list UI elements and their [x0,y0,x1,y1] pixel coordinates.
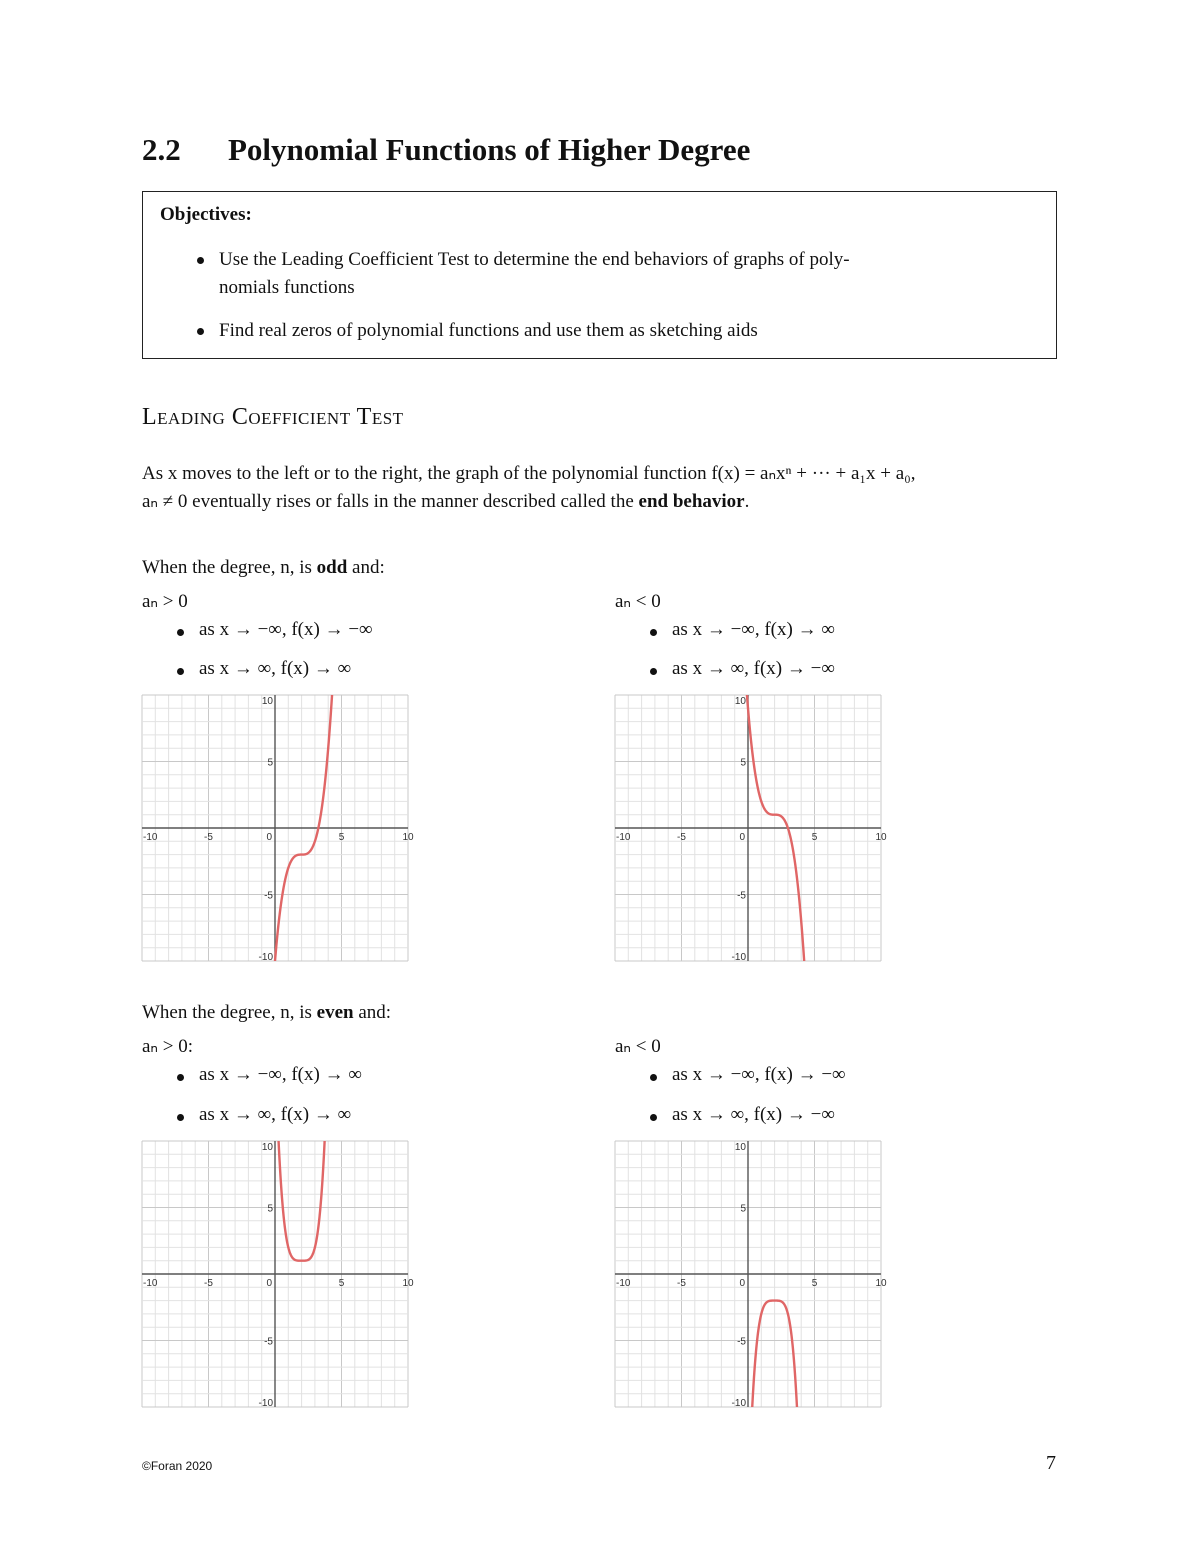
graph-odd-negative [615,695,887,963]
odd-lead-text: When the degree, n, is [142,557,317,578]
lct-intro [142,460,916,516]
section-heading: Polynomial Functions of Higher Degree [228,132,751,167]
x-tick-label: 5 [811,1278,818,1289]
odd-lead-end: and: [347,557,385,578]
section-title [142,132,750,168]
lct-title: Leading Coefficient Test [142,404,404,430]
y-tick-label: -5 [264,890,273,902]
footer-copyright: ©Foran 2020 [142,1459,213,1473]
lct-intro-line2: aₙ ≠ 0 eventually rises or falls in the manner described called the [142,491,639,512]
objective-item-1 [219,246,1059,302]
x-tick-label: 10 [402,1278,414,1289]
x-tick-label: 10 [402,832,414,843]
even-right-rule-2: as x → ∞, f(x) → −∞ [672,1104,835,1125]
x-tick-label: -5 [204,1278,213,1289]
graph-even-negative [615,1141,887,1409]
odd-left-condition: aₙ > 0 [142,591,188,612]
y-tick-label: 5 [267,757,273,769]
y-tick-label: -5 [264,1336,273,1348]
lct-intro-line1: As x moves to the left or to the right, the graph of the polynomial function f(x) = aₙxⁿ + ··· + a₁x + a₀, [142,463,916,484]
bullet-icon [177,629,184,636]
even-lead-end: and: [353,1002,392,1023]
y-tick-label: -10 [258,1398,273,1409]
x-tick-label: -5 [204,832,213,843]
y-tick-label: 5 [740,757,746,769]
y-tick-label: 5 [267,1203,273,1215]
bullet-icon [197,328,204,335]
x-tick-label: 10 [875,832,887,843]
odd-right-condition: aₙ < 0 [615,591,661,612]
bullet-icon [650,1074,657,1081]
y-tick-label: 10 [261,1142,273,1153]
objective-item-2: Find real zeros of polynomial functions and use them as sketching aids [219,320,758,341]
bullet-icon [177,1114,184,1121]
bullet-icon [650,668,657,675]
even-right-rule-1: as x → −∞, f(x) → −∞ [672,1064,846,1085]
y-tick-label: -5 [737,1336,746,1348]
bullet-icon [650,629,657,636]
y-tick-label: -5 [737,890,746,902]
y-tick-label: 10 [734,696,746,707]
x-tick-label: 5 [338,832,345,843]
objective-item-1-line1: Use the Leading Coefficient Test to determine the end behaviors of graphs of poly- [219,249,850,270]
bullet-icon [197,257,204,264]
even-term: even [316,1002,354,1023]
x-tick-label: 0 [739,1278,745,1289]
x-tick-label: 0 [266,1278,272,1289]
y-tick-label: -10 [731,952,746,963]
graph-even-positive [142,1141,414,1409]
even-left-condition: aₙ > 0: [142,1036,193,1057]
y-tick-label: 5 [740,1203,746,1215]
lct-intro-line2-end: . [744,491,750,512]
end-behavior-term: end behavior [638,491,745,512]
x-tick-label: -10 [143,832,158,843]
graph-odd-positive [142,695,414,963]
y-tick-label: 10 [261,696,273,707]
odd-right-rule-2: as x → ∞, f(x) → −∞ [672,658,835,679]
bullet-icon [177,668,184,675]
x-tick-label: -5 [677,832,686,843]
even-lead-text: When the degree, n, is [142,1002,317,1023]
bullet-icon [650,1114,657,1121]
x-tick-label: -10 [616,1278,631,1289]
objective-item-1-line2: nomials functions [219,277,355,298]
x-tick-label: -10 [143,1278,158,1289]
section-number: 2.2 [142,132,181,167]
y-tick-label: -10 [258,952,273,963]
odd-right-rule-1: as x → −∞, f(x) → ∞ [672,619,835,640]
objectives-heading: Objectives: [160,204,252,225]
x-tick-label: 0 [739,832,745,843]
even-left-rule-1: as x → −∞, f(x) → ∞ [199,1064,362,1085]
page-number: 7 [1046,1452,1056,1474]
x-tick-label: 5 [338,1278,345,1289]
objectives-box [142,191,1057,359]
odd-left-rule-1: as x → −∞, f(x) → −∞ [199,619,373,640]
y-tick-label: -10 [731,1398,746,1409]
odd-lead [142,554,385,582]
y-tick-label: 10 [734,1142,746,1153]
odd-term: odd [316,557,348,578]
x-tick-label: 5 [811,832,818,843]
odd-left-rule-2: as x → ∞, f(x) → ∞ [199,658,352,679]
x-tick-label: -10 [616,832,631,843]
x-tick-label: 10 [875,1278,887,1289]
even-right-condition: aₙ < 0 [615,1036,661,1057]
even-lead [142,999,391,1027]
even-left-rule-2: as x → ∞, f(x) → ∞ [199,1104,352,1125]
x-tick-label: -5 [677,1278,686,1289]
bullet-icon [177,1074,184,1081]
x-tick-label: 0 [266,832,272,843]
